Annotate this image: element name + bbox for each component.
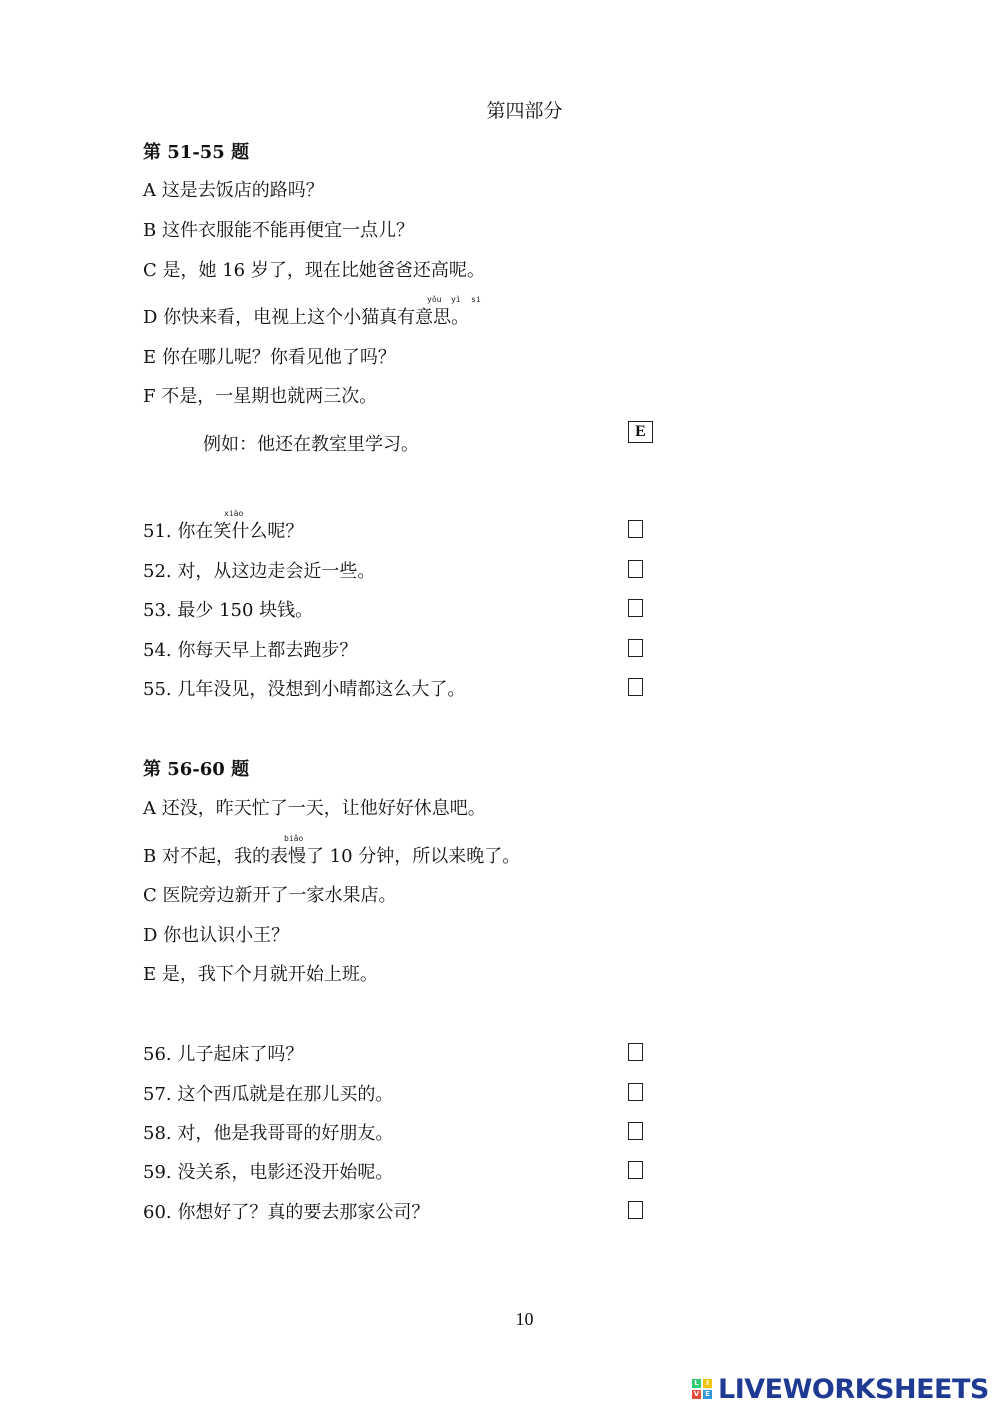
question-58: 58. 对，他是我哥哥的好朋友。: [143, 1123, 394, 1144]
question-59: 59. 没关系，电影还没开始呢。: [143, 1162, 394, 1183]
logo-letter: L: [692, 1379, 701, 1388]
option-d: D 你快来看，电视上这个小猫真有意思。: [143, 307, 470, 328]
answer-box-55[interactable]: [628, 678, 643, 696]
option-e: E 你在哪儿呢？你看见他了吗？: [143, 347, 396, 368]
option-f: F 不是，一星期也就两三次。: [143, 386, 378, 407]
option-d: D 你也认识小王？: [143, 925, 290, 946]
answer-box-57[interactable]: [628, 1083, 643, 1101]
pinyin-annotation: yì: [451, 295, 461, 304]
question-56: 56. 儿子起床了吗？: [143, 1044, 304, 1065]
section-title-56-60: 第 56-60 题: [143, 759, 250, 780]
option-a: A 这是去饭店的路吗？: [143, 180, 324, 201]
logo-text: LIVEWORKSHEETS: [718, 1373, 989, 1405]
option-b: B 这件衣服能不能再便宜一点儿？: [143, 220, 414, 241]
answer-box-53[interactable]: [628, 599, 643, 617]
question-60: 60. 你想好了？真的要去那家公司？: [143, 1202, 430, 1223]
part-title: 第四部分: [486, 100, 563, 122]
option-c: C 医院旁边新开了一家水果店。: [143, 885, 397, 906]
example-answer-box: E: [628, 421, 653, 443]
page-number: 10: [515, 1309, 534, 1329]
pinyin-annotation: yǒu: [427, 295, 442, 304]
answer-box-58[interactable]: [628, 1122, 643, 1140]
option-e: E 是，我下个月就开始上班。: [143, 964, 378, 985]
question-53: 53. 最少 150 块钱。: [143, 600, 314, 621]
answer-box-60[interactable]: [628, 1201, 643, 1219]
question-51: 51. 你在笑什么呢？: [143, 521, 304, 542]
example-sentence: 例如：他还在教室里学习。: [203, 434, 419, 455]
logo-letter: V: [693, 1390, 700, 1398]
answer-box-51[interactable]: [628, 520, 643, 538]
question-55: 55. 几年没见，没想到小晴都这么大了。: [143, 679, 466, 700]
pinyin-annotation: xiào: [224, 509, 244, 518]
logo-letter: E: [703, 1390, 712, 1399]
section-title-51-55: 第 51-55 题: [143, 142, 250, 163]
question-54: 54. 你每天早上都去跑步？: [143, 640, 358, 661]
question-52: 52. 对，从这边走会近一些。: [143, 561, 376, 582]
option-c: C 是，她 16 岁了，现在比她爸爸还高呢。: [143, 260, 485, 281]
answer-box-56[interactable]: [628, 1043, 643, 1061]
logo-icon: [692, 1379, 712, 1399]
answer-box-52[interactable]: [628, 560, 643, 578]
option-a: A 还没，昨天忙了一天，让他好好休息吧。: [143, 798, 486, 819]
option-b: B 对不起，我的表慢了 10 分钟，所以来晚了。: [143, 846, 521, 867]
question-57: 57. 这个西瓜就是在那儿买的。: [143, 1084, 394, 1105]
logo-letter: I: [703, 1379, 712, 1388]
pinyin-annotation: si: [471, 295, 481, 304]
answer-box-54[interactable]: [628, 639, 643, 657]
answer-box-59[interactable]: [628, 1161, 643, 1179]
liveworksheets-logo: [692, 1373, 989, 1405]
pinyin-annotation: biǎo: [284, 834, 304, 843]
